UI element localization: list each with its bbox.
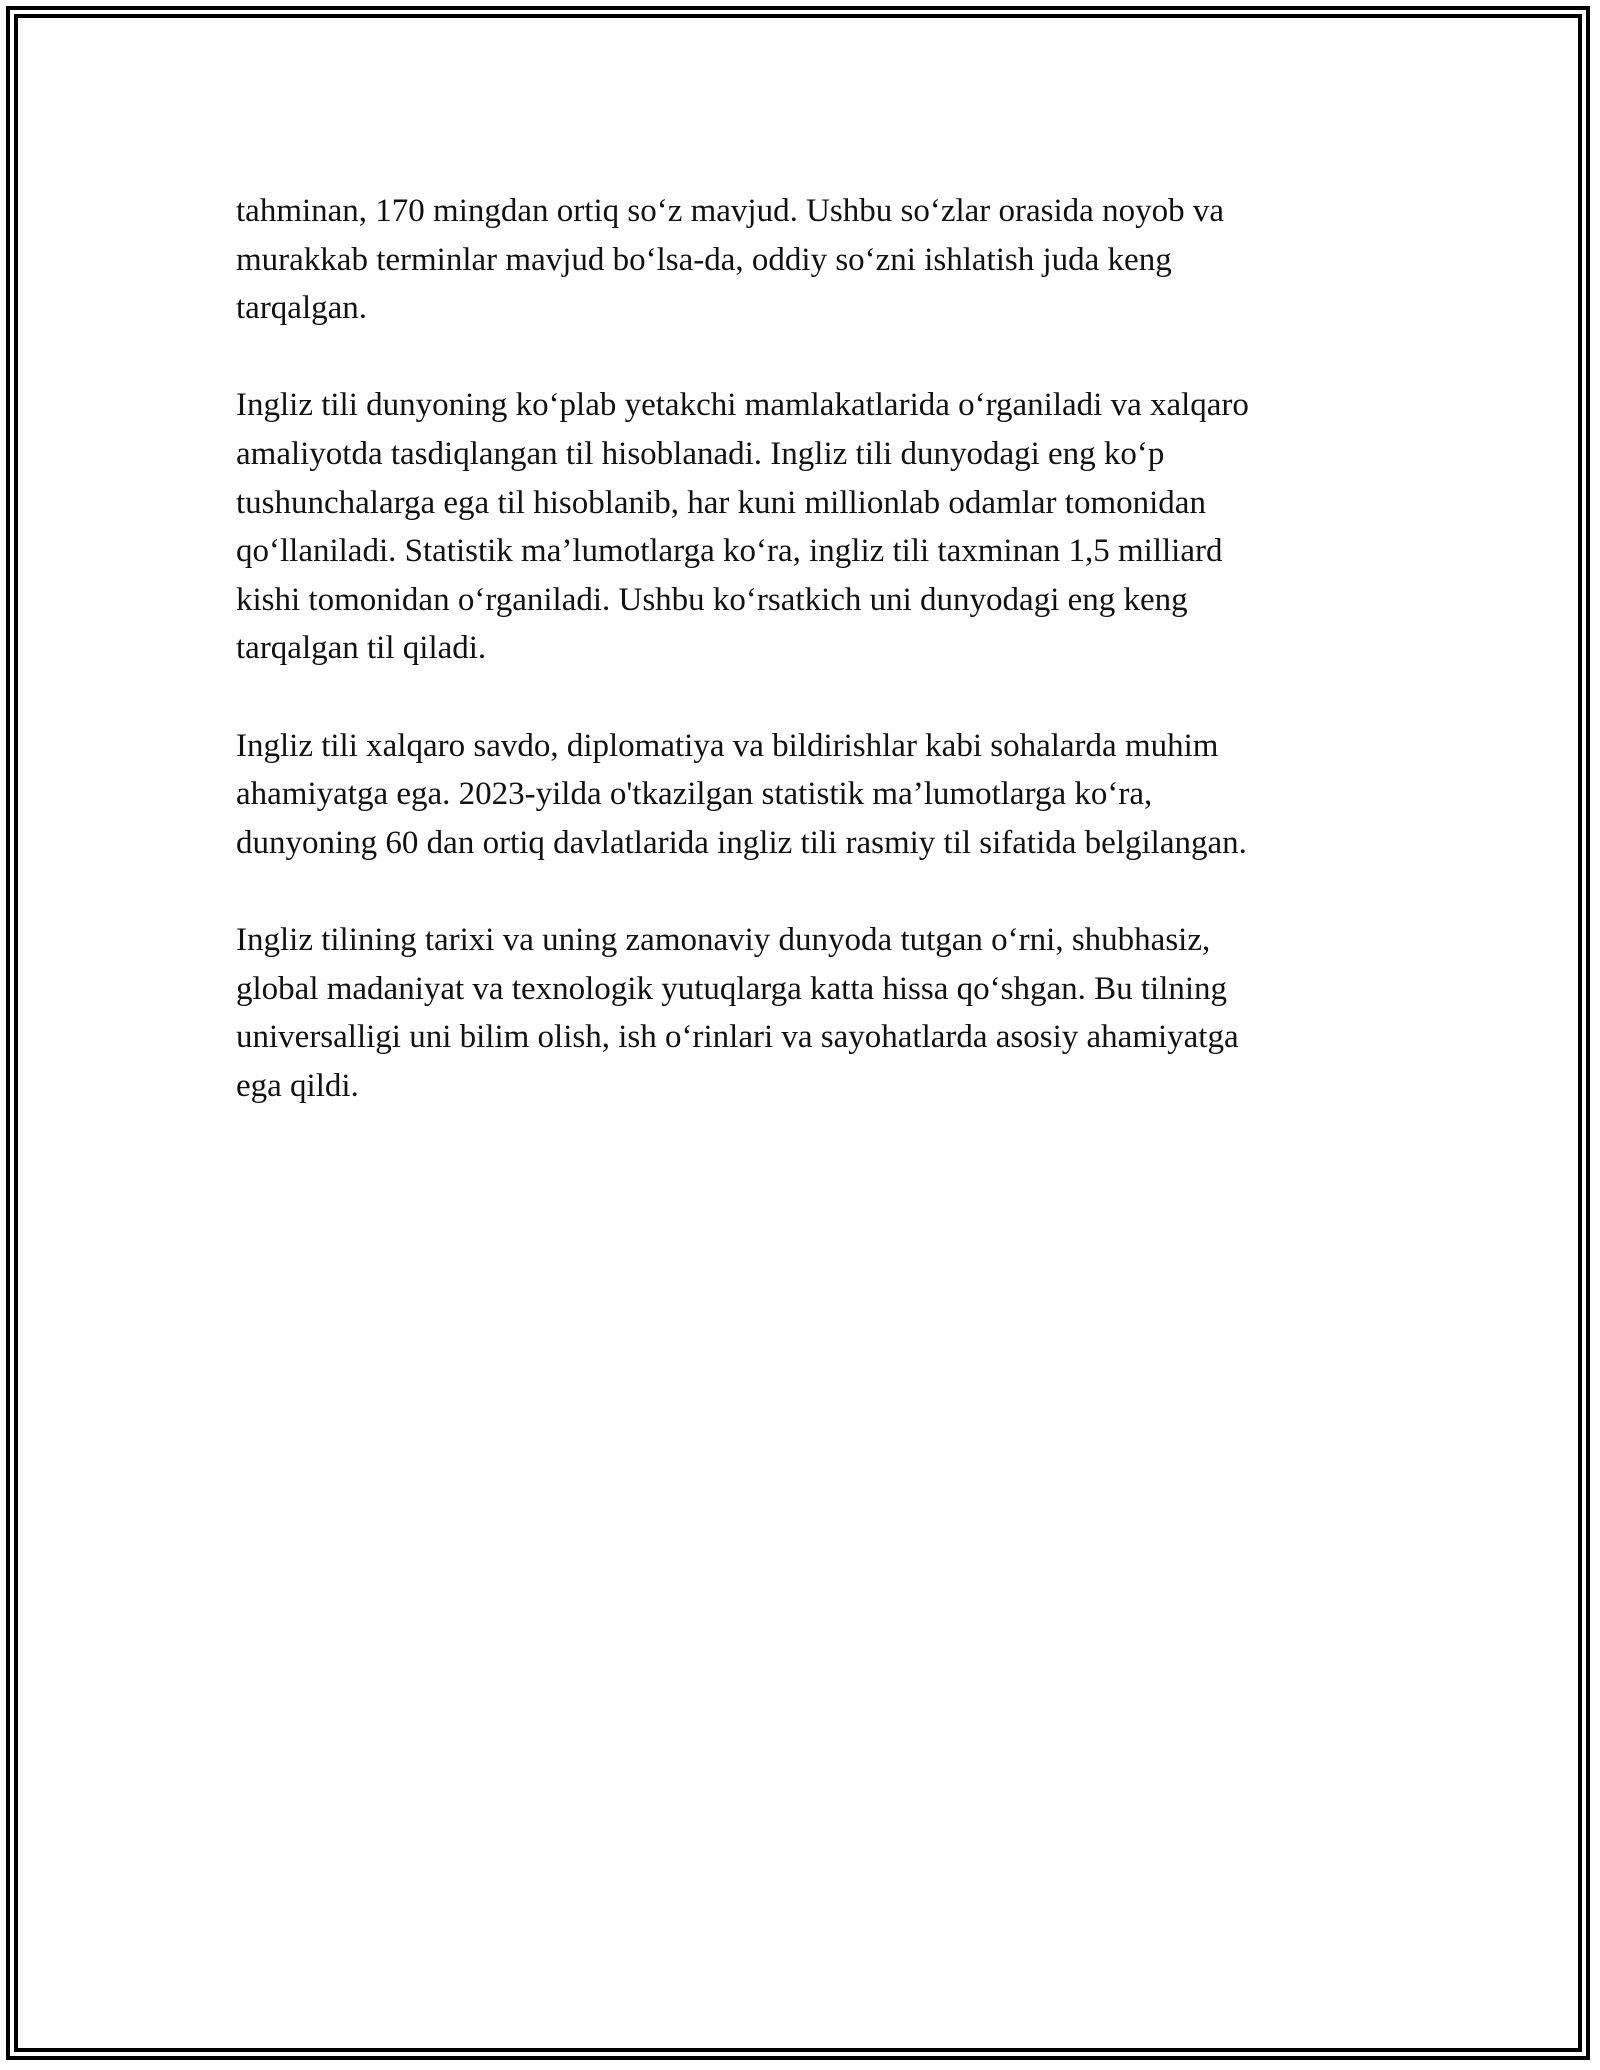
paragraph-4: [236, 916, 1376, 1110]
paragraph-1: [236, 187, 1376, 333]
paragraph-line: tarqalgan.: [236, 290, 368, 327]
paragraph-line: global madaniyat va texnologik yutuqlarga katta hissa qo‘shgan. Bu tilning: [236, 970, 1228, 1007]
paragraph-line: ahamiyatga ega. 2023-yilda o'tkazilgan statistik ma’lumotlarga ko‘ra,: [236, 776, 1153, 813]
document-body: [236, 187, 1376, 1159]
paragraph-line: kishi tomonidan o‘rganiladi. Ushbu ko‘rsatkich uni dunyodagi eng keng: [236, 581, 1188, 618]
paragraph-line: murakkab terminlar mavjud bo‘lsa-da, oddiy so‘zni ishlatish juda keng: [236, 241, 1172, 278]
paragraph-line: amaliyotda tasdiqlangan til hisoblanadi. Ingliz tili dunyodagi eng ko‘p: [236, 435, 1165, 472]
paragraph-3: [236, 722, 1376, 868]
paragraph-line: ega qildi.: [236, 1067, 359, 1104]
paragraph-line: tushunchalarga ega til hisoblanib, har kuni millionlab odamlar tomonidan: [236, 484, 1206, 521]
paragraph-line: Ingliz tili dunyoning ko‘plab yetakchi mamlakatlarida o‘rganiladi va xalqaro: [236, 387, 1249, 424]
paragraph-line: Ingliz tilining tarixi va uning zamonaviy dunyoda tutgan o‘rni, shubhasiz,: [236, 921, 1211, 958]
paragraph-line: dunyoning 60 dan ortiq davlatlarida ingliz tili rasmiy til sifatida belgilangan.: [236, 824, 1247, 861]
paragraph-line: universalligi uni bilim olish, ish o‘rinlari va sayohatlarda asosiy ahamiyatga: [236, 1019, 1239, 1056]
paragraph-line: qo‘llaniladi. Statistik ma’lumotlarga ko‘ra, ingliz tili taxminan 1,5 milliard: [236, 533, 1223, 570]
paragraph-line: Ingliz tili xalqaro savdo, diplomatiya va bildirishlar kabi sohalarda muhim: [236, 727, 1219, 764]
paragraph-2: [236, 381, 1376, 673]
paragraph-line: tarqalgan til qiladi.: [236, 630, 487, 667]
paragraph-line: tahminan, 170 mingdan ortiq so‘z mavjud. Ushbu so‘zlar orasida noyob va: [236, 193, 1224, 229]
